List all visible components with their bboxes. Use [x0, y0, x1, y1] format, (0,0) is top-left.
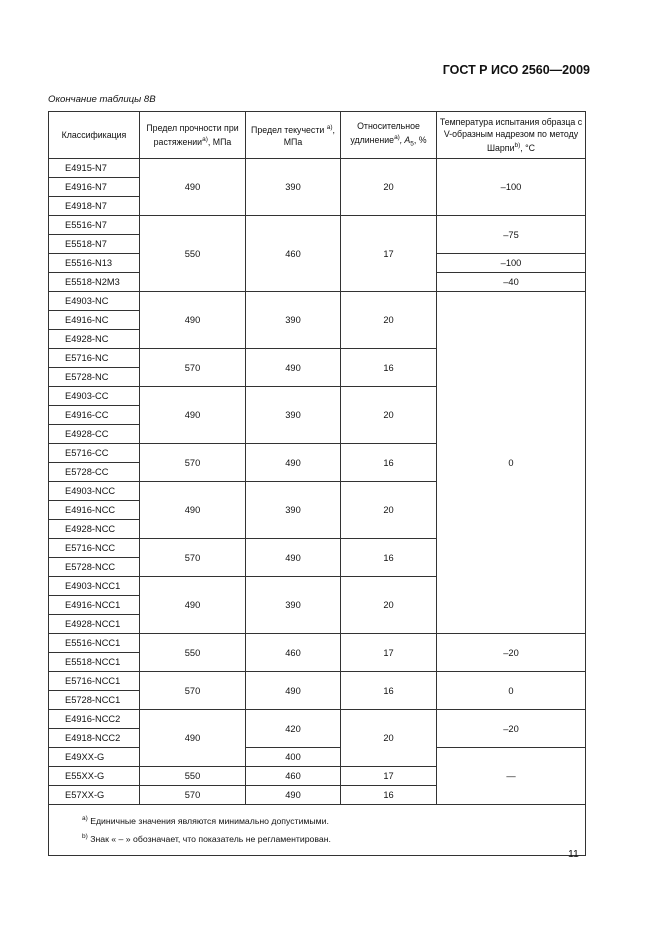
- temperature-cell: —: [437, 748, 586, 805]
- tensile-cell: 490: [140, 710, 246, 767]
- classification-cell: E4916-CC: [49, 406, 140, 425]
- properties-table: [48, 111, 586, 856]
- table-row: [49, 748, 586, 767]
- classification-cell: E4916-NC: [49, 311, 140, 330]
- yield-cell: 460: [246, 216, 341, 292]
- yield-cell: 390: [246, 577, 341, 634]
- yield-cell: 460: [246, 634, 341, 672]
- yield-cell: 490: [246, 349, 341, 387]
- col-temperature: Температура испытания образца с V-образным надрезом по методу Шарпи$^{b)}$, °С: [437, 112, 586, 159]
- elongation-cell: 20: [341, 159, 437, 216]
- classification-cell: E5728-NCC1: [49, 691, 140, 710]
- tensile-cell: 550: [140, 216, 246, 292]
- elongation-cell: 20: [341, 710, 437, 767]
- yield-cell: 420: [246, 710, 341, 748]
- col-classification: Классификация: [49, 112, 140, 159]
- classification-cell: E5518-NCC1: [49, 653, 140, 672]
- table-header-row: [49, 112, 586, 159]
- footnotes-row: [49, 805, 586, 856]
- elongation-cell: 16: [341, 539, 437, 577]
- footnote-a: $^{a)}$ Единичные значения являются минимально допустимыми.: [82, 815, 329, 826]
- temperature-cell: –20: [437, 710, 586, 748]
- tensile-cell: 570: [140, 349, 246, 387]
- classification-cell: E5716-CC: [49, 444, 140, 463]
- temperature-cell: –75: [437, 216, 586, 254]
- classification-cell: E4915-N7: [49, 159, 140, 178]
- classification-cell: E4916-NCC1: [49, 596, 140, 615]
- classification-cell: E5518-N2M3: [49, 273, 140, 292]
- classification-cell: E5728-CC: [49, 463, 140, 482]
- yield-cell: 490: [246, 444, 341, 482]
- temperature-cell: 0: [437, 292, 586, 634]
- classification-cell: E5716-NCC1: [49, 672, 140, 691]
- yield-cell: 490: [246, 672, 341, 710]
- classification-cell: E49XX-G: [49, 748, 140, 767]
- classification-cell: E4916-NCC: [49, 501, 140, 520]
- classification-cell: E4928-NC: [49, 330, 140, 349]
- tensile-cell: 490: [140, 292, 246, 349]
- col-elongation: Относительное удлинение$^{a)}$, $A_5$, %: [341, 112, 437, 159]
- temperature-cell: –100: [437, 254, 586, 273]
- classification-cell: E4928-CC: [49, 425, 140, 444]
- elongation-cell: 20: [341, 482, 437, 539]
- temperature-cell: 0: [437, 672, 586, 710]
- table-row: [49, 159, 586, 178]
- footnote-b: $^{b)}$ Знак « – » обозначает, что показатель не регламентирован.: [82, 832, 331, 844]
- temperature-cell: –100: [437, 159, 586, 216]
- tensile-cell: 490: [140, 482, 246, 539]
- yield-cell: 400: [246, 748, 341, 767]
- yield-cell: 390: [246, 292, 341, 349]
- classification-cell: E5728-NC: [49, 368, 140, 387]
- classification-cell: E5716-NC: [49, 349, 140, 368]
- classification-cell: E5728-NCC: [49, 558, 140, 577]
- yield-cell: 390: [246, 482, 341, 539]
- classification-cell: E5516-N13: [49, 254, 140, 273]
- tensile-cell: 570: [140, 444, 246, 482]
- classification-cell: E4928-NCC: [49, 520, 140, 539]
- col-tensile: Предел прочности при растяжении$^{a)}$, МПа: [140, 112, 246, 159]
- tensile-cell: 550: [140, 767, 246, 786]
- tensile-cell: 490: [140, 387, 246, 444]
- table-row: [49, 672, 586, 691]
- classification-cell: E5516-N7: [49, 216, 140, 235]
- classification-cell: E4916-N7: [49, 178, 140, 197]
- col-yield: Предел текучести $^{a)}$, МПа: [246, 112, 341, 159]
- yield-cell: 460: [246, 767, 341, 786]
- temperature-cell: –40: [437, 273, 586, 292]
- classification-cell: E4918-NCC2: [49, 729, 140, 748]
- standard-header: ГОСТ Р ИСО 2560—2009: [442, 63, 590, 77]
- classification-cell: E4918-N7: [49, 197, 140, 216]
- elongation-cell: 16: [341, 444, 437, 482]
- elongation-cell: 20: [341, 577, 437, 634]
- classification-cell: E57XX-G: [49, 786, 140, 805]
- elongation-cell: 16: [341, 349, 437, 387]
- yield-cell: 390: [246, 387, 341, 444]
- table-row: [49, 292, 586, 311]
- elongation-cell: 17: [341, 634, 437, 672]
- classification-cell: E5716-NCC: [49, 539, 140, 558]
- tensile-cell: 570: [140, 786, 246, 805]
- table-row: [49, 710, 586, 729]
- page-number: 11: [568, 848, 579, 860]
- classification-cell: E4903-NCC1: [49, 577, 140, 596]
- classification-cell: E4903-NCC: [49, 482, 140, 501]
- table-row: [49, 216, 586, 235]
- footnotes: [49, 805, 586, 856]
- elongation-cell: 16: [341, 786, 437, 805]
- table-caption: Окончание таблицы 8В: [48, 94, 156, 105]
- classification-cell: E55XX-G: [49, 767, 140, 786]
- classification-cell: E4903-CC: [49, 387, 140, 406]
- yield-cell: 490: [246, 539, 341, 577]
- yield-cell: 390: [246, 159, 341, 216]
- tensile-cell: 490: [140, 577, 246, 634]
- temperature-cell: –20: [437, 634, 586, 672]
- elongation-cell: 16: [341, 672, 437, 710]
- elongation-cell: 17: [341, 216, 437, 292]
- classification-cell: E4903-NC: [49, 292, 140, 311]
- tensile-cell: 570: [140, 539, 246, 577]
- classification-cell: E5516-NCC1: [49, 634, 140, 653]
- yield-cell: 490: [246, 786, 341, 805]
- table-row: [49, 634, 586, 653]
- elongation-cell: 17: [341, 767, 437, 786]
- elongation-cell: 20: [341, 387, 437, 444]
- classification-cell: E5518-N7: [49, 235, 140, 254]
- tensile-cell: 570: [140, 672, 246, 710]
- classification-cell: E4916-NCC2: [49, 710, 140, 729]
- tensile-cell: 490: [140, 159, 246, 216]
- elongation-cell: 20: [341, 292, 437, 349]
- classification-cell: E4928-NCC1: [49, 615, 140, 634]
- tensile-cell: 550: [140, 634, 246, 672]
